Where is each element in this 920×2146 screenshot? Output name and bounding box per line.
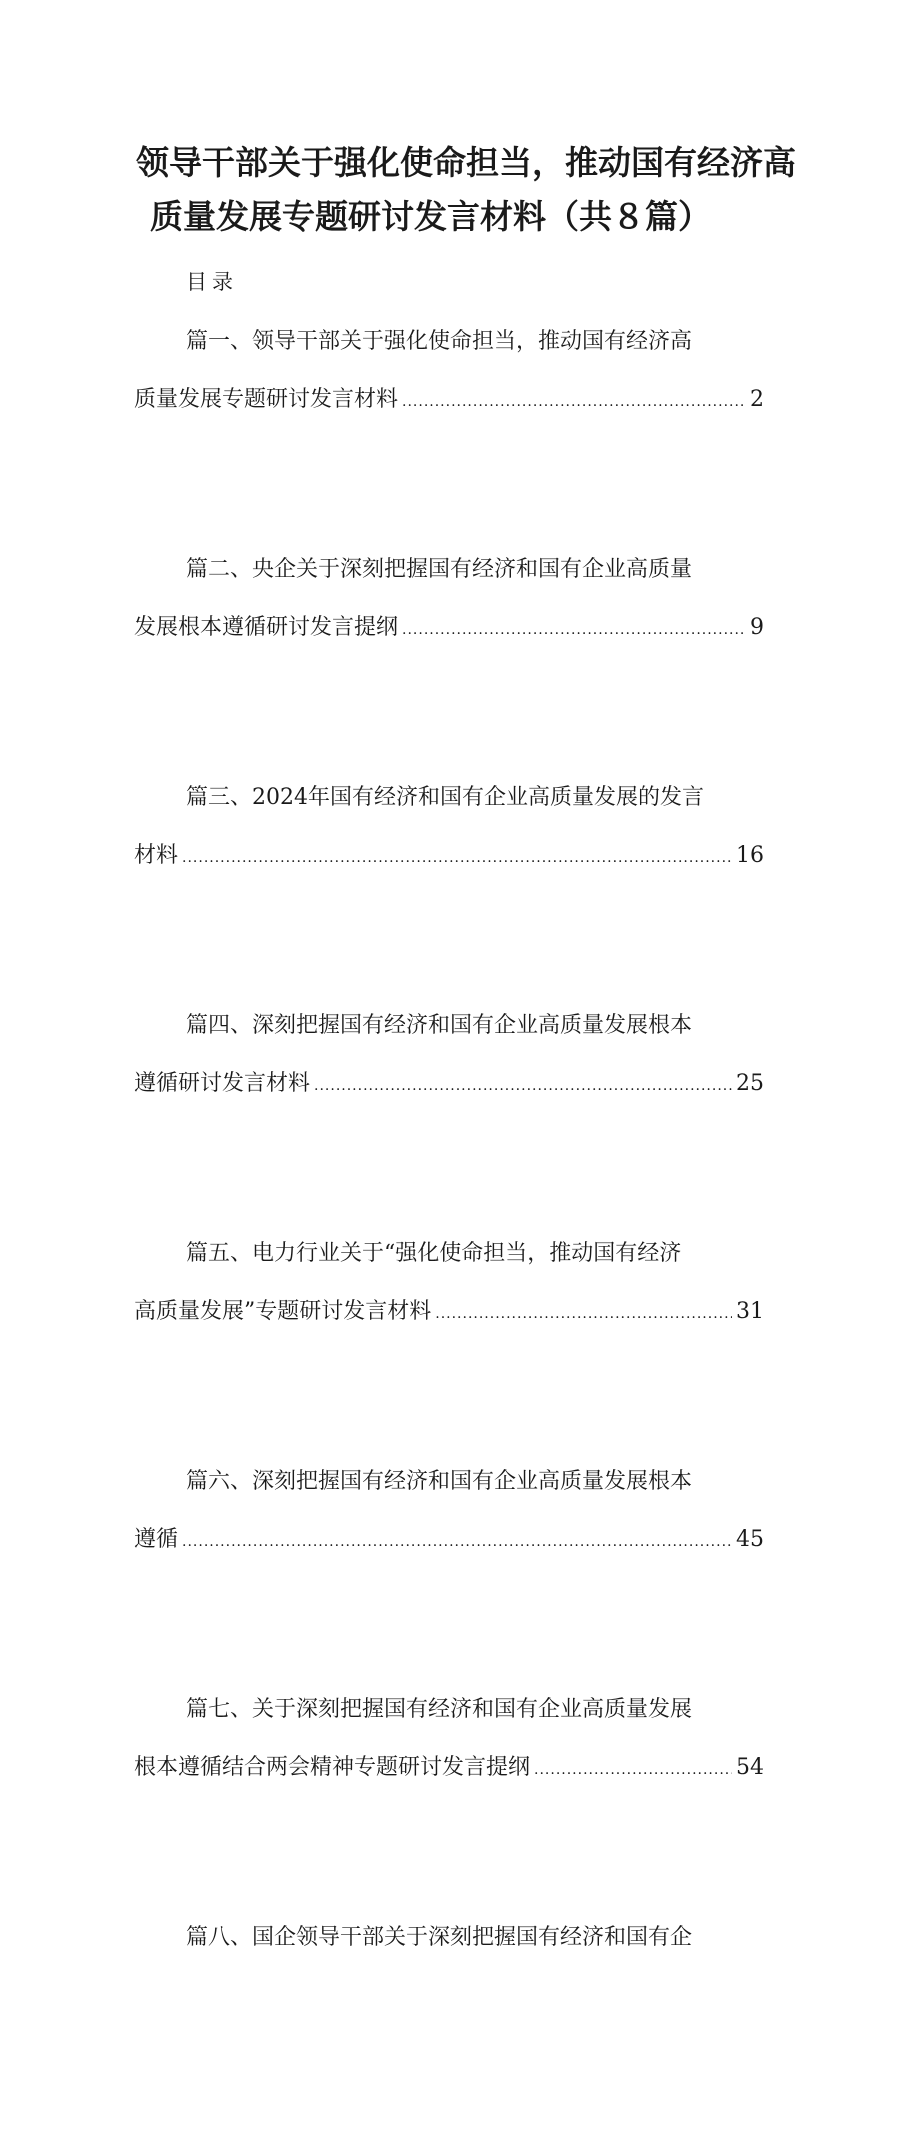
toc-entry-4[interactable] <box>0 1006 920 1234</box>
toc-entry-continuation <box>134 1748 764 1788</box>
toc-page-number: 31 <box>736 1299 764 1324</box>
dot-leader <box>182 1522 732 1562</box>
title-line-1: 领导干部关于强化使命担当，推动国有经济高 <box>136 143 796 182</box>
toc-entry-6[interactable] <box>0 1462 920 1690</box>
toc-entry-title-continued: 材料 <box>134 843 179 868</box>
toc-entry-title-continued: 遵循研讨发言材料 <box>134 1071 311 1096</box>
dot-leader <box>402 382 746 422</box>
toc-entry-title: 篇七、关于深刻把握国有经济和国有企业高质量发展 <box>186 1697 693 1722</box>
dot-leader <box>435 1294 732 1334</box>
toc-entry-title: 篇四、深刻把握国有经济和国有企业高质量发展根本 <box>186 1013 693 1038</box>
title-line-2: 质量发展专题研讨发言材料（共８篇） <box>150 197 711 236</box>
toc-entry-continuation <box>134 608 764 648</box>
toc-entry-continuation <box>134 1064 764 1104</box>
toc-page-number: 54 <box>736 1755 764 1780</box>
toc-entry-title: 篇六、深刻把握国有经济和国有企业高质量发展根本 <box>186 1469 693 1494</box>
toc-heading: 目录 <box>186 270 238 294</box>
toc-entry-title: 篇八、国企领导干部关于深刻把握国有经济和国有企 <box>186 1925 693 1950</box>
toc-entry-continuation <box>134 1292 764 1332</box>
toc-entry-title: 篇一、领导干部关于强化使命担当，推动国有经济高 <box>186 329 693 354</box>
dot-leader <box>182 838 732 878</box>
toc-entry-title-continued: 发展根本遵循研讨发言提纲 <box>134 615 399 640</box>
table-of-contents <box>0 322 920 2146</box>
toc-entry-title-continued: 根本遵循结合两会精神专题研讨发言提纲 <box>134 1755 531 1780</box>
toc-page-number: 2 <box>750 387 764 412</box>
toc-page-number: 45 <box>736 1527 764 1552</box>
dot-leader <box>402 610 746 650</box>
toc-entry-3[interactable] <box>0 778 920 1006</box>
toc-entry-title-continued: 高质量发展”专题研讨发言材料 <box>134 1299 432 1324</box>
toc-page-number: 9 <box>750 615 764 640</box>
toc-entry-8[interactable] <box>0 1918 920 2146</box>
dot-leader <box>314 1066 732 1106</box>
toc-entry-title: 篇三、2024年国有经济和国有企业高质量发展的发言 <box>186 785 704 810</box>
toc-page-number: 25 <box>736 1071 764 1096</box>
toc-entry-continuation <box>134 380 764 420</box>
toc-entry-title-continued: 质量发展专题研讨发言材料 <box>134 387 399 412</box>
toc-entry-5[interactable] <box>0 1234 920 1462</box>
toc-entry-7[interactable] <box>0 1690 920 1918</box>
toc-entry-continuation <box>134 836 764 876</box>
toc-entry-2[interactable] <box>0 550 920 778</box>
dot-leader <box>534 1750 732 1790</box>
toc-entry-title: 篇五、电力行业关于“强化使命担当，推动国有经济 <box>186 1241 682 1266</box>
toc-page-number: 16 <box>736 843 764 868</box>
toc-entry-continuation <box>134 1520 764 1560</box>
toc-entry-title: 篇二、央企关于深刻把握国有经济和国有企业高质量 <box>186 557 693 582</box>
toc-entry-title-continued: 遵循 <box>134 1527 179 1552</box>
document-title <box>0 136 920 244</box>
toc-entry-1[interactable] <box>0 322 920 550</box>
